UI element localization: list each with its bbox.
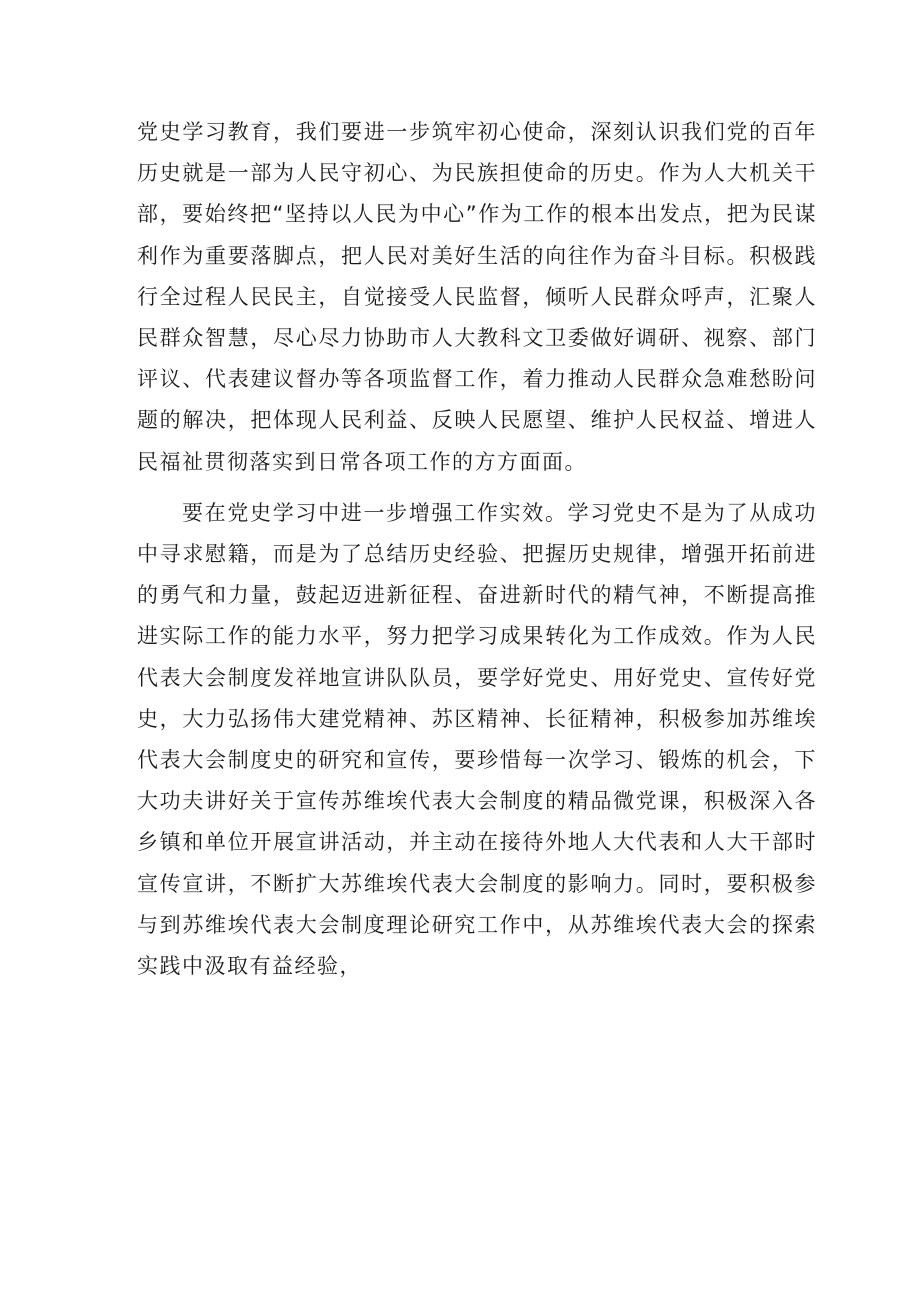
document-body [137, 112, 817, 987]
paragraph-work-effectiveness: 要在党史学习中进一步增强工作实效。学习党史不是为了从成功中寻求慰籍，而是为了总结历史经验、把握历史规律，增强开拓前进的勇气和力量，鼓起迈进新征程、奋进新时代的精气神，不断提高推进实际工作的能力水平，努力把学习成果转化为工作成效。作为人民代表大会制度发祥地宣讲队队员，要学好党史、用好党史、宣传好党史，大力弘扬伟大建党精神、苏区精神、长征精神，积极参加苏维埃代表大会制度史的研究和宣传，要珍惜每一次学习、锻炼的机会，下大功夫讲好关于宣传苏维埃代表大会制度的精品微党课，积极深入各乡镇和单位开展宣讲活动，并主动在接待外地人大代表和人大干部时宣传宣讲，不断扩大苏维埃代表大会制度的影响力。同时，要积极参与到苏维埃代表大会制度理论研究工作中，从苏维埃代表大会的探索实践中汲取有益经验， [137, 500, 817, 979]
paragraph-people-centered: 党史学习教育，我们要进一步筑牢初心使命，深刻认识我们党的百年历史就是一部为人民守初心、为民族担使命的历史。作为人大机关干部，要始终把“坚持以人民为中心”作为工作的根本出发点，把为民谋利作为重要落脚点，把人民对美好生活的向往作为奋斗目标。积极践行全过程人民民主，自觉接受人民监督，倾听人民群众呼声，汇聚人民群众智慧，尽心尽力协助市人大教科文卫委做好调研、视察、部门评议、代表建议督办等各项监督工作，着力推动人民群众急难愁盼问题的解决，把体现人民利益、反映人民愿望、维护人民权益、增进人民福祉贯彻落实到日常各项工作的方方面面。 [137, 120, 817, 474]
